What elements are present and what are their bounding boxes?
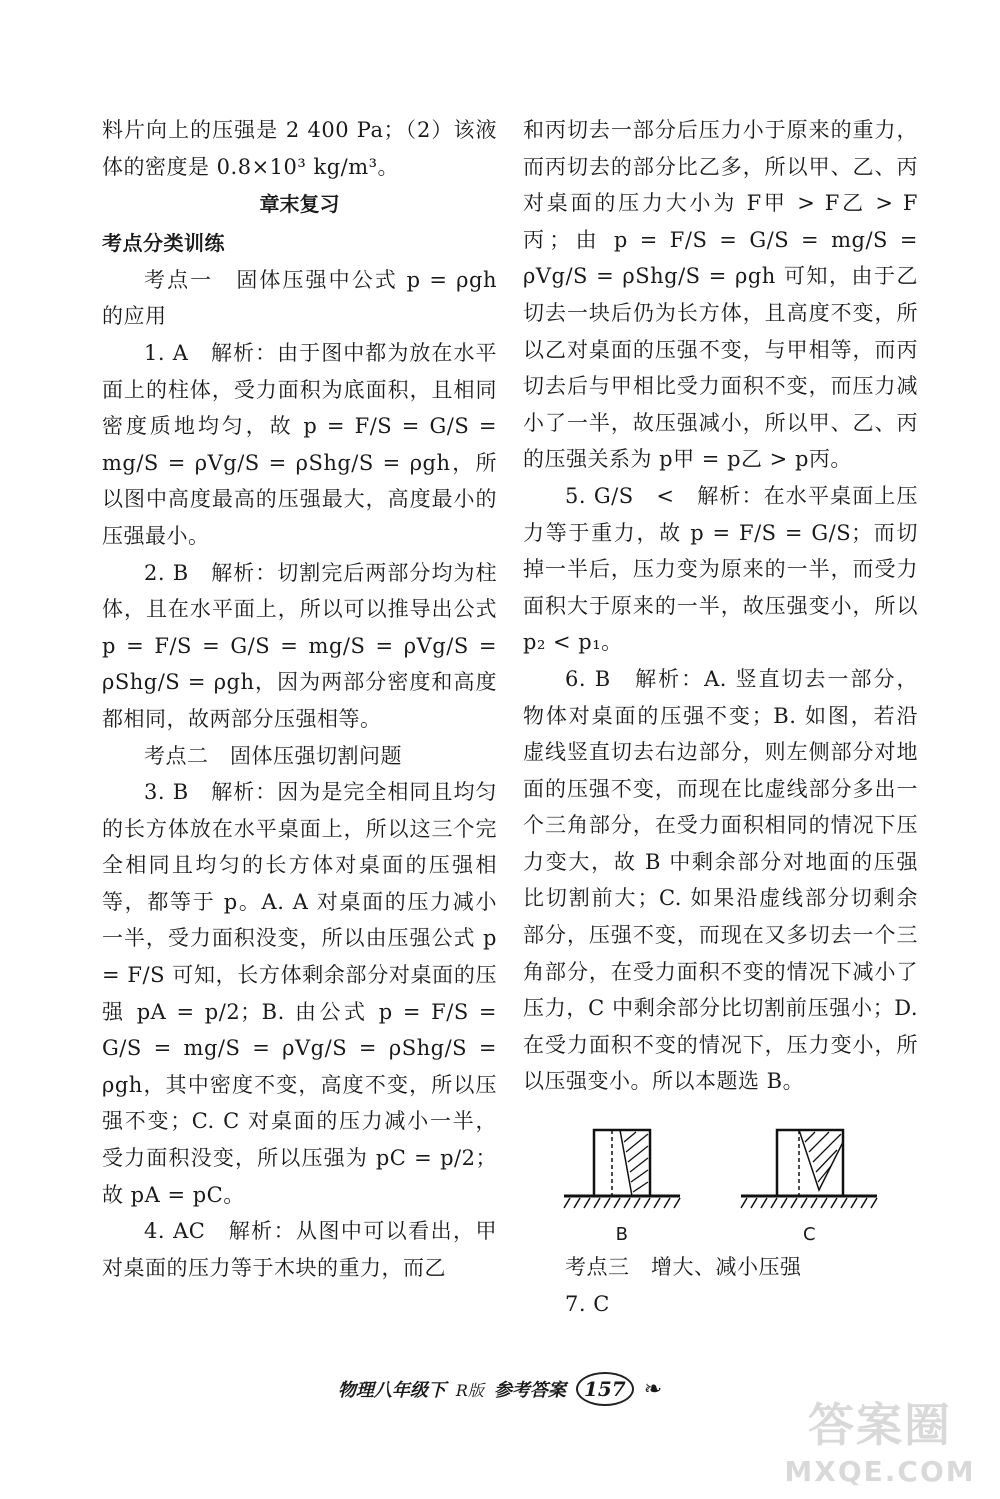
left-column <box>102 112 497 1286</box>
footer-book-title: 物理八年级下 <box>337 1380 446 1401</box>
paragraph: 5. G/S < 解析：在水平桌面上压力等于重力，故 p = F/S = G/S；而切掉一半后，压力变为原来的一半，而受力面积大于原来的一半，故压强变小，所以 p₂ < p₁。 <box>523 483 918 655</box>
paragraph: 2. B 解析：切割完后两部分均为柱体，且在水平面上，所以可以推导出公式 p = F/S = G/S = mg/S = ρVg/S = ρShg/S = ρgh，因为两部分密度和高度都相同，故两部分压强相等。 <box>102 560 497 731</box>
cut-block-c-diagram <box>739 1120 879 1220</box>
paragraph: 7. C <box>565 1291 610 1316</box>
paragraph: 和丙切去一部分后压力小于原来的重力，而丙切去的部分比乙多，所以甲、乙、丙对桌面的压力大小为 F甲 > F乙 > F丙；由 p = F/S = G/S = mg/S = ρVg/S = ρShg/S = ρgh 可知，由于乙切去一块后仍为长方体，且高度不变，所以乙对桌面的压强不变，与甲相等，而丙切去后与甲相比受力面积不变，而压力减小了一半，故压强减小，所以甲、乙、丙的压强关系为 p甲 = p乙 > p丙。 <box>523 118 918 472</box>
paragraph: 4. AC 解析：从图中可以看出，甲对桌面的压力等于木块的重力，而乙 <box>102 1219 497 1280</box>
paragraph: 1. A 解析：由于图中都为放在水平面上的柱体，受力面积为底面积，且相同密度质地均匀，故 p = F/S = G/S = mg/S = ρVg/S = ρShg/S = ρgh，所以图中高度最高的压强最大，高度最小的压强最小。 <box>102 340 497 548</box>
right-bottom-text <box>523 1249 918 1322</box>
section-heading: 考点分类训练 <box>102 231 225 256</box>
page-number: 157 <box>576 1372 634 1406</box>
footer-edition: R版 <box>455 1380 484 1400</box>
right-column <box>523 112 918 1322</box>
figure-c-label: C <box>802 1224 816 1246</box>
watermark-main: 答案圈 <box>808 1397 952 1452</box>
paragraph: 3. B 解析：因为是完全相同且均匀的长方体放在水平桌面上，所以这三个完全相同且均匀的长方体对桌面的压强相等，都等于 p。A. A 对桌面的压力减小一半，受力面积没变，所以由压强公式 p = F/S 可知，长方体剩余部分对桌面的压强 pA = p/2；B. 由公式 p = F/S = G/S = mg/S = ρVg/S = ρShg/S = ρgh，其中密度不变，高度不变，所以压强不变；C. C 对桌面的压力减小一半，受力面积没变，所以压强为 pC = p/2；故 pA = pC。 <box>102 780 497 1207</box>
section-title: 章末复习 <box>259 192 340 217</box>
figure-b-label: B <box>615 1224 628 1246</box>
figure-b <box>562 1120 682 1245</box>
paragraph: 考点一 固体压强中公式 p = ρgh 的应用 <box>102 267 497 329</box>
watermark-sub: MXQE.COM <box>784 1454 976 1488</box>
swirl-ornament-icon: ❧ <box>643 1376 663 1402</box>
paragraph: 料片向上的压强是 2 400 Pa；（2）该液体的密度是 0.8×10³ kg/m³。 <box>102 118 497 179</box>
cut-block-b-diagram <box>562 1120 682 1220</box>
figure-c <box>739 1120 879 1245</box>
paragraph: 考点二 固体压强切割问题 <box>144 743 402 768</box>
footer-section: 参考答案 <box>493 1380 566 1401</box>
paragraph: 考点三 增大、减小压强 <box>565 1255 802 1280</box>
watermark-logo <box>780 1393 980 1488</box>
right-top-text <box>523 112 918 1100</box>
paragraph: 6. B 解析：A. 竖直切去一部分，物体对桌面的压强不变；B. 如图，若沿虚线竖直切去右边部分，则左侧部分对地面的压强不变，而现在比虚线部分多出一个三角部分，在受力面积相同的情况下压力变大，故 B 中剩余部分对地面的压强比切割前大；C. 如果沿虚线部分切剩余部分，压强不变，而现在又多切去一个三角部分，在受力面积不变的情况下减小了压力，C 中剩余部分比切割前压强小；D. 在受力面积不变的情况下，压力变小，所以压强变小。所以本题选 B。 <box>523 666 918 1094</box>
figure-row <box>533 1120 908 1245</box>
